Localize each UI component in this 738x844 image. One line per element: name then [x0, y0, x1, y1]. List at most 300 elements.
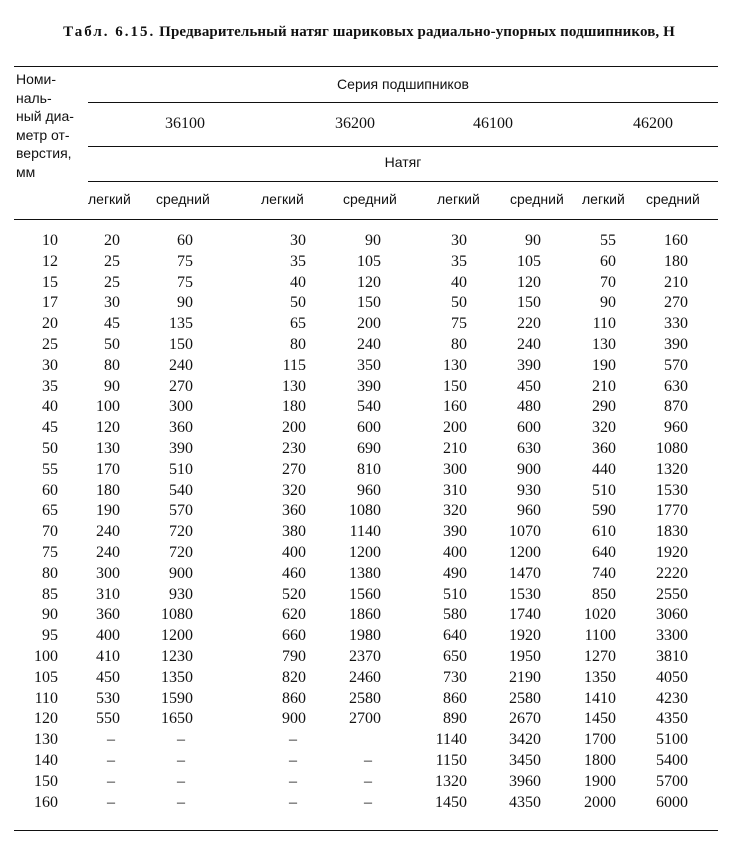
46200-medium-cell: 5400	[656, 752, 688, 769]
36100-medium-cell: 1590	[161, 689, 193, 707]
46200-light-cell: 640	[592, 544, 616, 561]
46100-medium-cell: 1470	[509, 564, 541, 582]
46100-medium-cell: 390	[517, 356, 541, 374]
46100-medium-cell: 3450	[509, 752, 541, 769]
36200-light-cell: 660	[282, 627, 306, 645]
table-row	[0, 585, 738, 606]
46200-light-cell: 1100	[584, 627, 616, 645]
table-row	[0, 501, 738, 522]
series-46100: 46100	[473, 115, 513, 132]
36100-medium-cell: 1650	[161, 710, 193, 728]
diameter-cell: 12	[42, 252, 58, 270]
table-row	[0, 481, 738, 502]
diameter-cell: 17	[42, 294, 58, 312]
36100-medium-cell: 390	[169, 440, 193, 457]
36100-medium-cell: 720	[169, 523, 193, 541]
preload-rule	[88, 181, 718, 182]
36200-light-cell: 520	[282, 585, 306, 603]
36200-light-cell: 180	[282, 398, 306, 416]
diameter-cell: 15	[42, 273, 58, 291]
46200-medium-cell: 870	[664, 398, 688, 416]
46200-light-cell: 1410	[584, 689, 616, 707]
36100-light-cell: –	[107, 731, 115, 749]
table-row	[0, 314, 738, 335]
46100-medium-cell: 900	[517, 460, 541, 478]
diameter-cell: 60	[42, 481, 58, 499]
46100-light-cell: 320	[443, 502, 467, 520]
stub-line: ный диа-	[16, 108, 74, 124]
46100-light-cell: 400	[443, 544, 467, 561]
series-36200: 36200	[335, 115, 375, 132]
36100-light-cell: 240	[96, 523, 120, 541]
46100-medium-cell: 2670	[509, 710, 541, 728]
36100-light-cell: 25	[104, 273, 120, 291]
table-row	[0, 751, 738, 772]
46200-medium-cell: 180	[664, 252, 688, 270]
46100-light-cell: 1450	[435, 793, 467, 811]
46100-light-cell: 1140	[435, 731, 467, 749]
series-46200: 46200	[633, 115, 673, 132]
46200-light-cell: 610	[592, 523, 616, 541]
36200-medium-cell: 1080	[349, 502, 381, 520]
46200-light-cell: 590	[592, 502, 616, 520]
36200-light-cell: 40	[290, 273, 306, 291]
36200-medium-cell: 1140	[349, 523, 381, 541]
36200-medium-cell: 350	[357, 356, 381, 374]
46200-light-cell: 210	[592, 377, 616, 395]
diameter-cell: 45	[42, 419, 58, 437]
46100-medium-cell: 240	[517, 336, 541, 353]
36100-medium-cell: 900	[169, 564, 193, 582]
46200-light-cell: 90	[600, 294, 616, 312]
diameter-cell: 130	[34, 731, 58, 749]
46100-light-cell: 130	[443, 356, 467, 374]
36100-light-cell: 400	[96, 627, 120, 645]
table-row	[0, 273, 738, 294]
diameter-cell: 100	[34, 648, 58, 665]
46100-light-cell: 160	[443, 398, 467, 416]
46100-medium-cell: 220	[517, 315, 541, 333]
46200-light-cell: 130	[592, 336, 616, 353]
36200-medium-cell: –	[364, 772, 372, 790]
36100-medium-cell: 150	[169, 336, 193, 353]
36100-light-cell: 240	[96, 544, 120, 561]
46200-medium-cell: 4230	[656, 689, 688, 707]
46100-light-cell: 35	[451, 252, 467, 270]
table-row	[0, 460, 738, 481]
46200-light-cell: 1450	[584, 710, 616, 728]
36100-light-cell: 530	[96, 689, 120, 707]
46100-light-cell: 730	[443, 668, 467, 686]
46200-light-cell: 510	[592, 481, 616, 499]
36200-medium-cell: –	[364, 793, 372, 811]
36200-medium-cell: 810	[357, 460, 381, 478]
diameter-cell: 35	[42, 377, 58, 395]
46100-medium-cell: 2580	[509, 689, 541, 707]
36200-medium-cell: 690	[357, 440, 381, 457]
diameter-cell: 80	[42, 564, 58, 582]
46100-medium-cell: 90	[525, 232, 541, 249]
diameter-cell: 55	[42, 460, 58, 478]
36200-light-cell: 230	[282, 440, 306, 457]
36100-light-cell: 190	[96, 502, 120, 520]
table-row	[0, 522, 738, 543]
diameter-cell: 20	[42, 315, 58, 333]
36100-light-cell: 100	[96, 398, 120, 416]
46200-medium-cell: 2220	[656, 564, 688, 582]
46100-medium-cell: 960	[517, 502, 541, 520]
36200-light-cell: 360	[282, 502, 306, 520]
36100-medium-cell: –	[177, 752, 185, 769]
46200-medium-cell: 960	[664, 419, 688, 437]
diameter-cell: 120	[34, 710, 58, 728]
table-row	[0, 730, 738, 751]
36200-light-cell: 900	[282, 710, 306, 728]
36100-medium-cell: 135	[169, 315, 193, 333]
header-bottom-rule	[14, 219, 718, 220]
46100-light-cell: 300	[443, 460, 467, 478]
46100-light-cell: 860	[443, 689, 467, 707]
subheader-medium: средний	[646, 191, 700, 207]
diameter-cell: 90	[42, 606, 58, 624]
46100-medium-cell: 1530	[509, 585, 541, 603]
table-row	[0, 439, 738, 460]
36200-light-cell: 790	[282, 648, 306, 665]
table-row	[0, 564, 738, 585]
diameter-cell: 50	[42, 440, 58, 457]
46200-medium-cell: 5700	[656, 772, 688, 790]
36100-light-cell: 45	[104, 315, 120, 333]
36100-light-cell: 360	[96, 606, 120, 624]
46200-light-cell: 320	[592, 419, 616, 437]
36100-light-cell: 50	[104, 336, 120, 353]
diameter-cell: 140	[34, 752, 58, 769]
46200-medium-cell: 1080	[656, 440, 688, 457]
36100-medium-cell: –	[177, 793, 185, 811]
46200-medium-cell: 3810	[656, 648, 688, 665]
46100-medium-cell: 1740	[509, 606, 541, 624]
46200-light-cell: 440	[592, 460, 616, 478]
46200-medium-cell: 570	[664, 356, 688, 374]
36200-medium-cell: 1380	[349, 564, 381, 582]
36100-medium-cell: –	[177, 772, 185, 790]
subheader-medium: средний	[343, 191, 397, 207]
46200-light-cell: 55	[600, 232, 616, 249]
36200-light-cell: 400	[282, 544, 306, 561]
36200-light-cell: 460	[282, 564, 306, 582]
36100-medium-cell: 930	[169, 585, 193, 603]
46100-medium-cell: 600	[517, 419, 541, 437]
subheader-light: легкий	[261, 191, 304, 207]
36200-medium-cell: 600	[357, 419, 381, 437]
table-row	[0, 543, 738, 564]
36200-medium-cell: 960	[357, 481, 381, 499]
36100-light-cell: –	[107, 793, 115, 811]
table-caption	[0, 24, 738, 41]
table-row	[0, 231, 738, 252]
46100-light-cell: 490	[443, 564, 467, 582]
36100-medium-cell: 360	[169, 419, 193, 437]
46100-light-cell: 510	[443, 585, 467, 603]
36200-medium-cell: 2580	[349, 689, 381, 707]
46200-medium-cell: 6000	[656, 793, 688, 811]
diameter-column-header	[16, 70, 98, 181]
stub-line: мм	[16, 163, 36, 180]
series-36100: 36100	[165, 115, 205, 132]
36100-light-cell: 170	[96, 460, 120, 478]
46200-light-cell: 1700	[584, 731, 616, 749]
46100-light-cell: 210	[443, 440, 467, 457]
36200-medium-cell: 540	[357, 398, 381, 416]
subheader-light: легкий	[88, 191, 131, 207]
36100-light-cell: 130	[96, 440, 120, 457]
diameter-cell: 75	[42, 544, 58, 561]
36200-medium-cell: 1560	[349, 585, 381, 603]
46200-light-cell: 70	[600, 273, 616, 291]
36100-medium-cell: 1080	[161, 606, 193, 624]
36200-medium-cell: 2370	[349, 648, 381, 665]
46200-medium-cell: 630	[664, 377, 688, 395]
36100-medium-cell: 1350	[161, 668, 193, 686]
36200-light-cell: 320	[282, 481, 306, 499]
table-row	[0, 668, 738, 689]
table-row	[0, 626, 738, 647]
46100-medium-cell: 450	[517, 377, 541, 395]
table-title: Предварительный натяг шариковых радиально-упорных подшипников, Н	[159, 24, 675, 40]
table-row	[0, 793, 738, 814]
46200-medium-cell: 1770	[656, 502, 688, 520]
table-row	[0, 377, 738, 398]
46200-medium-cell: 160	[664, 232, 688, 249]
46200-light-cell: 1020	[584, 606, 616, 624]
diameter-cell: 25	[42, 336, 58, 353]
46200-light-cell: 60	[600, 252, 616, 270]
46100-light-cell: 40	[451, 273, 467, 291]
46200-light-cell: 360	[592, 440, 616, 457]
36200-medium-cell: 2700	[349, 710, 381, 728]
46100-medium-cell: 1070	[509, 523, 541, 541]
36100-medium-cell: 570	[169, 502, 193, 520]
36200-light-cell: 820	[282, 668, 306, 686]
46100-light-cell: 890	[443, 710, 467, 728]
36100-light-cell: 300	[96, 564, 120, 582]
36100-light-cell: 550	[96, 710, 120, 728]
36100-medium-cell: 75	[177, 252, 193, 270]
diameter-cell: 30	[42, 356, 58, 374]
46200-light-cell: 1270	[584, 648, 616, 665]
series-rule	[88, 102, 718, 103]
46200-medium-cell: 1920	[656, 544, 688, 561]
46100-light-cell: 200	[443, 419, 467, 437]
46100-medium-cell: 2190	[509, 668, 541, 686]
bottom-rule	[14, 830, 718, 831]
46200-light-cell: 290	[592, 398, 616, 416]
table-row	[0, 356, 738, 377]
36100-medium-cell: 1230	[161, 648, 193, 665]
46100-light-cell: 30	[451, 232, 467, 249]
46100-light-cell: 580	[443, 606, 467, 624]
36100-light-cell: –	[107, 752, 115, 769]
36200-light-cell: –	[289, 772, 297, 790]
table-row	[0, 772, 738, 793]
diameter-cell: 70	[42, 523, 58, 541]
46100-medium-cell: 3420	[509, 731, 541, 749]
36200-medium-cell: 390	[357, 377, 381, 395]
46200-medium-cell: 210	[664, 273, 688, 291]
46100-medium-cell: 150	[517, 294, 541, 312]
table-row	[0, 252, 738, 273]
36100-light-cell: 450	[96, 668, 120, 686]
46200-medium-cell: 3300	[656, 627, 688, 645]
diameter-cell: 65	[42, 502, 58, 520]
46100-light-cell: 310	[443, 481, 467, 499]
diameter-cell: 85	[42, 585, 58, 603]
table-row	[0, 397, 738, 418]
36200-light-cell: 200	[282, 419, 306, 437]
36200-medium-cell: 1980	[349, 627, 381, 645]
46200-medium-cell: 2550	[656, 585, 688, 603]
46100-medium-cell: 930	[517, 481, 541, 499]
46100-medium-cell: 1920	[509, 627, 541, 645]
46200-light-cell: 2000	[584, 793, 616, 811]
46200-medium-cell: 3060	[656, 606, 688, 624]
stub-line: метр от-	[16, 126, 70, 143]
subheader-medium: средний	[156, 191, 210, 207]
36100-light-cell: 120	[96, 419, 120, 437]
diameter-cell: 10	[42, 232, 58, 249]
46100-medium-cell: 630	[517, 440, 541, 457]
36100-medium-cell: 90	[177, 294, 193, 312]
46200-medium-cell: 4350	[656, 710, 688, 728]
46200-medium-cell: 5100	[656, 731, 688, 749]
46200-light-cell: 1900	[584, 772, 616, 790]
46200-medium-cell: 1320	[656, 460, 688, 478]
46100-medium-cell: 3960	[509, 772, 541, 790]
table-number: Табл. 6.15.	[63, 24, 156, 40]
36200-medium-cell: 90	[365, 232, 381, 249]
36100-light-cell: 25	[104, 252, 120, 270]
36200-medium-cell: 150	[357, 294, 381, 312]
46100-medium-cell: 105	[517, 252, 541, 270]
36100-medium-cell: 60	[177, 232, 193, 249]
36200-medium-cell: –	[364, 752, 372, 769]
36200-medium-cell: 120	[357, 273, 381, 291]
46100-light-cell: 640	[443, 627, 467, 645]
stub-line: верстия,	[16, 145, 72, 161]
36100-medium-cell: 540	[169, 481, 193, 499]
36200-light-cell: 380	[282, 523, 306, 541]
46100-medium-cell: 120	[517, 273, 541, 291]
preload-header: Натяг	[384, 154, 422, 170]
36100-medium-cell: 720	[169, 544, 193, 561]
subheader-light: легкий	[582, 191, 625, 207]
46200-medium-cell: 330	[664, 315, 688, 333]
46100-light-cell: 650	[443, 648, 467, 665]
36200-light-cell: –	[289, 793, 297, 811]
46100-light-cell: 150	[443, 377, 467, 395]
46200-light-cell: 190	[592, 356, 616, 374]
36100-medium-cell: 510	[169, 460, 193, 478]
36200-light-cell: 65	[290, 315, 306, 333]
36200-light-cell: 80	[290, 336, 306, 353]
36100-medium-cell: 270	[169, 377, 193, 395]
46100-medium-cell: 4350	[509, 793, 541, 811]
diameter-cell: 105	[34, 668, 58, 686]
46100-light-cell: 390	[443, 523, 467, 541]
diameter-cell: 95	[42, 627, 58, 645]
36200-medium-cell: 2460	[349, 668, 381, 686]
diameter-cell: 40	[42, 398, 58, 416]
36200-light-cell: 115	[282, 356, 306, 374]
46200-medium-cell: 1530	[656, 481, 688, 499]
stub-line: Номи-	[16, 71, 57, 87]
36100-light-cell: 310	[96, 585, 120, 603]
46200-medium-cell: 390	[664, 336, 688, 353]
46200-medium-cell: 1830	[656, 523, 688, 541]
table-row	[0, 647, 738, 668]
36100-medium-cell: 240	[169, 356, 193, 374]
top-rule	[14, 66, 718, 67]
36100-light-cell: –	[107, 772, 115, 790]
46100-light-cell: 75	[451, 315, 467, 333]
36200-light-cell: 620	[282, 606, 306, 624]
46200-light-cell: 1350	[584, 668, 616, 686]
46100-medium-cell: 480	[517, 398, 541, 416]
diameter-cell: 160	[34, 793, 58, 811]
36200-light-cell: –	[289, 752, 297, 769]
36100-light-cell: 410	[96, 648, 120, 665]
table-row	[0, 335, 738, 356]
diameter-cell: 110	[34, 689, 58, 707]
36200-medium-cell: 1860	[349, 606, 381, 624]
36200-light-cell: 270	[282, 460, 306, 478]
36200-light-cell: 30	[290, 232, 306, 249]
36100-medium-cell: 75	[177, 273, 193, 291]
stub-line: наль-	[16, 89, 52, 106]
36200-medium-cell: 105	[357, 252, 381, 270]
46100-light-cell: 1320	[435, 772, 467, 790]
36100-light-cell: 180	[96, 481, 120, 499]
table-row	[0, 605, 738, 626]
46100-medium-cell: 1200	[509, 544, 541, 561]
table-row	[0, 689, 738, 710]
46100-light-cell: 1150	[435, 752, 467, 769]
36200-medium-cell: 1200	[349, 544, 381, 561]
36100-light-cell: 30	[104, 294, 120, 312]
subheader-light: легкий	[437, 191, 480, 207]
46200-light-cell: 740	[592, 564, 616, 582]
46200-medium-cell: 4050	[656, 668, 688, 686]
36200-light-cell: 35	[290, 252, 306, 270]
46200-light-cell: 110	[592, 315, 616, 333]
36200-light-cell: –	[289, 731, 297, 749]
36100-medium-cell: 300	[169, 398, 193, 416]
table-row	[0, 418, 738, 439]
46100-medium-cell: 1950	[509, 648, 541, 665]
36100-medium-cell: –	[177, 731, 185, 749]
table-row	[0, 293, 738, 314]
series-header: Серия подшипников	[337, 76, 469, 92]
46100-light-cell: 80	[451, 336, 467, 353]
table-row	[0, 709, 738, 730]
series-names-rule	[88, 146, 718, 147]
36200-medium-cell: 200	[357, 315, 381, 333]
36200-medium-cell: 240	[357, 336, 381, 353]
46100-light-cell: 50	[451, 294, 467, 312]
subheader-medium: средний	[510, 191, 564, 207]
36200-light-cell: 860	[282, 689, 306, 707]
diameter-cell: 150	[34, 772, 58, 790]
